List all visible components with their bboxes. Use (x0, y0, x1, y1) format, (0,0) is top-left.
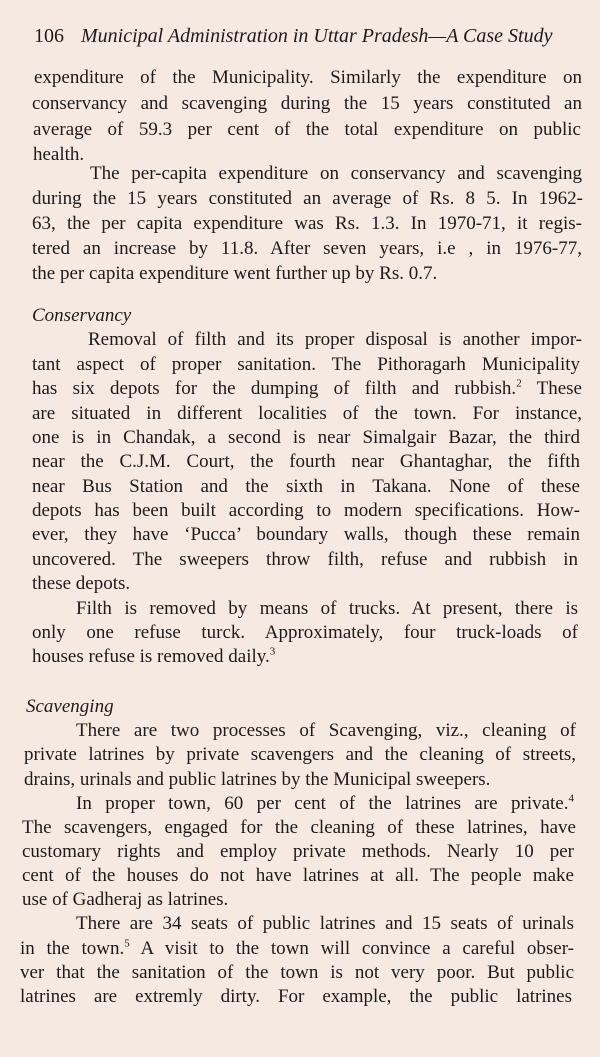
text-line: In proper town, 60 per cent of the latrines are private.$^4$ (76, 792, 574, 814)
text-line: has six depots for the dumping of filth and rubbish.$^2$ These (32, 377, 582, 399)
page-header (34, 22, 594, 50)
page-number: 106 (34, 25, 64, 47)
text-line: expenditure of the Municipality. Similarly the expenditure on (34, 67, 582, 88)
text-line: Removal of filth and its proper disposal is another impor- (88, 329, 582, 350)
text-line: conservancy and scavenging during the 15 years constituted an (32, 93, 582, 114)
text-line: use of Gadheraj as latrines. (22, 889, 229, 910)
text-line: ever, they have ‘Pucca’ boundary walls, though these remain (32, 524, 580, 545)
text-line: uncovered. The sweepers throw filth, refuse and rubbish in (32, 549, 578, 570)
text-line: customary rights and employ private methods. Nearly 10 per (22, 841, 574, 862)
text-line: ver that the sanitation of the town is not very poor. But public (20, 962, 574, 983)
section-heading-conservancy: Conservancy (32, 305, 132, 326)
text-line: are situated in different localities of the town. For instance, (32, 403, 582, 424)
text-line: depots has been built according to modern specifications. How- (32, 500, 580, 521)
text-line: private latrines by private scavengers and the cleaning of streets, (24, 744, 576, 765)
text-line: near Bus Station and the sixth in Takana. None of these (32, 476, 580, 497)
text-line: 63, the per capita expenditure was Rs. 1.3. In 1970-71, it regis- (32, 213, 582, 234)
text-line: the per capita expenditure went further up by Rs. 0.7. (32, 263, 438, 284)
text-line: The per-capita expenditure on conservancy and scavenging (90, 163, 582, 184)
footnote-marker: 2 (516, 377, 522, 390)
text-line: latrines are extremly dirty. For example, the public latrines (20, 986, 572, 1007)
text-line: these depots. (32, 573, 131, 594)
text-line: The scavengers, engaged for the cleaning of these latrines, have (22, 817, 576, 838)
text-line: only one refuse turck. Approximately, four truck-loads of (32, 622, 578, 643)
text-line: in the town.$^5$ A visit to the town will convince a careful obser- (20, 937, 574, 959)
text-line: health. (33, 144, 85, 165)
text-line: There are 34 seats of public latrines and 15 seats of urinals (76, 913, 574, 934)
section-heading-scavenging: Scavenging (26, 696, 114, 717)
text-line: during the 15 years constituted an average of Rs. 8 5. In 1962- (32, 188, 583, 209)
text-line: near the C.J.M. Court, the fourth near Ghantaghar, the fifth (32, 451, 580, 472)
text-line: tered an increase by 11.8. After seven years, i.e , in 1976-77, (32, 238, 582, 259)
text-line: average of 59.3 per cent of the total expenditure on public (33, 119, 581, 140)
text-line: one is in Chandak, a second is near Simalgair Bazar, the third (32, 427, 580, 448)
text-line: houses refuse is removed daily.$^3$ (32, 645, 276, 667)
text-line: Filth is removed by means of trucks. At present, there is (76, 598, 578, 619)
text-line: tant aspect of proper sanitation. The Pithoragarh Municipality (32, 354, 580, 375)
footnote-marker: 5 (124, 937, 130, 950)
running-title: Municipal Administration in Uttar Pradesh—A Case Study (81, 25, 553, 47)
footnote-marker: 3 (269, 645, 276, 658)
footnote-marker: 4 (568, 792, 574, 805)
text-line: cent of the houses do not have latrines at all. The people make (22, 865, 574, 886)
text-line: There are two processes of Scavenging, viz., cleaning of (76, 720, 576, 741)
text-line: drains, urinals and public latrines by the Municipal sweepers. (24, 769, 491, 790)
